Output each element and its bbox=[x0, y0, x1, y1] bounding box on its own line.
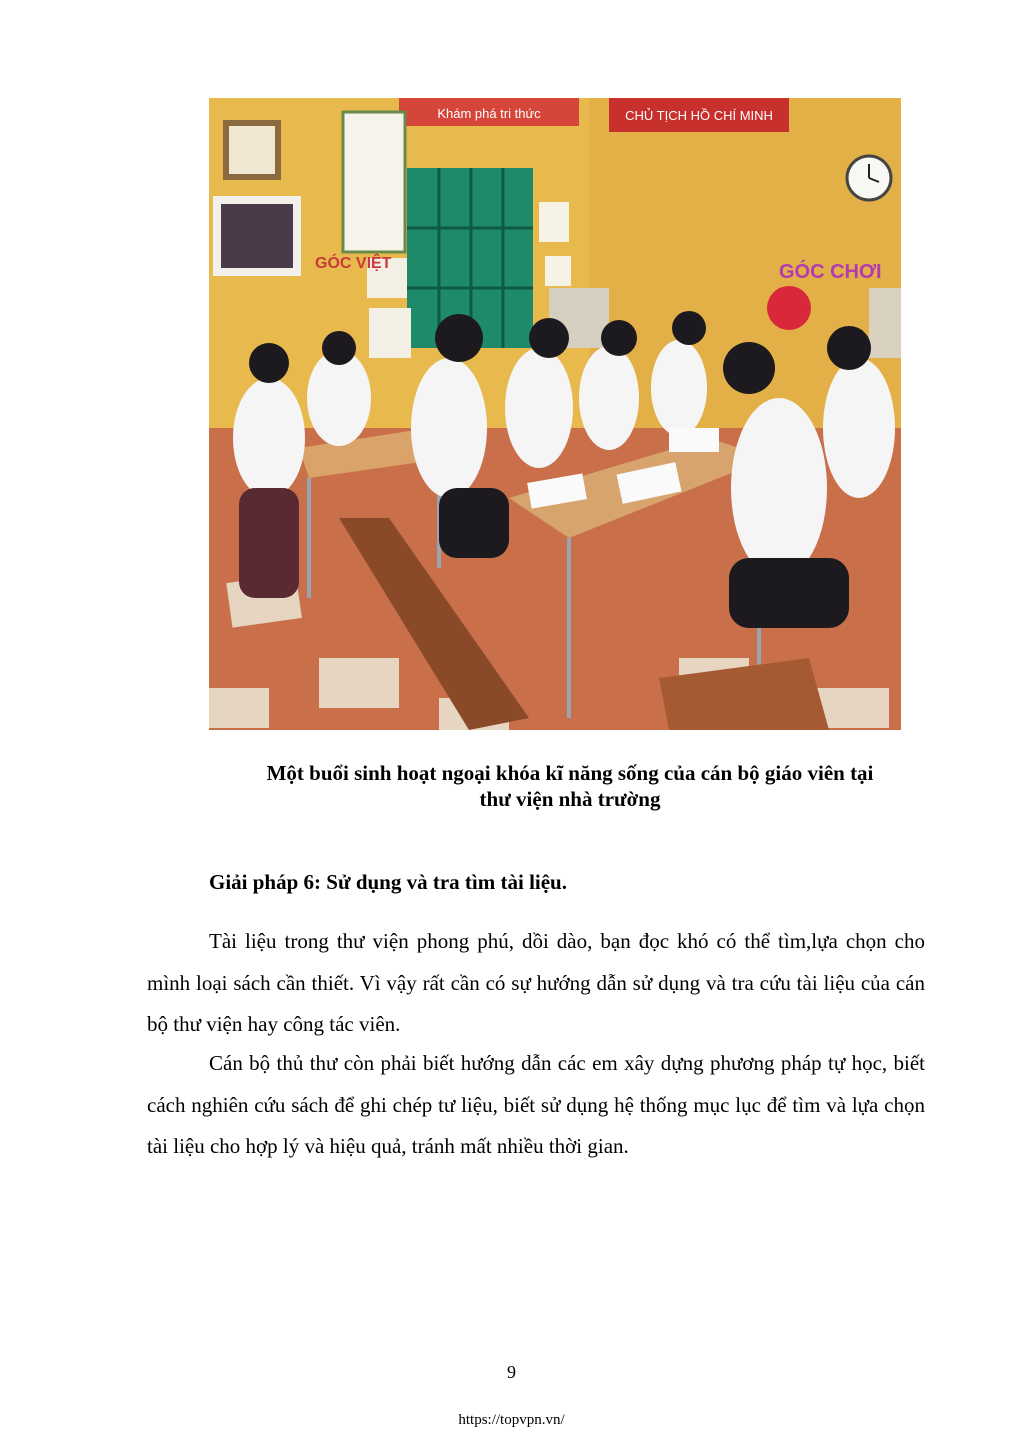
paragraph: Tài liệu trong thư viện phong phú, dồi dào, bạn đọc khó có thể tìm,lựa chọn cho mình loại sách cần thiết. Vì vậy rất cần có sự hướng dẫn sử dụng và tra cứu tài liệu của cán bộ thư viện hay công tác viên. bbox=[147, 929, 925, 1036]
photo-caption bbox=[200, 760, 940, 812]
caption-line-2: thư viện nhà trường bbox=[479, 787, 661, 811]
footer-url: https://topvpn.vn/ bbox=[458, 1412, 565, 1428]
classroom-photo bbox=[209, 98, 901, 730]
section-heading: Giải pháp 6: Sử dụng và tra tìm tài liệu. bbox=[209, 870, 567, 894]
paragraph: Cán bộ thủ thư còn phải biết hướng dẫn các em xây dựng phương pháp tự học, biết cách nghiên cứu sách để ghi chép tư liệu, biết sử dụng hệ thống mục lục để tìm và lựa chọn tài liệu cho hợp lý và hiệu quả, tránh mất nhiều thời gian. bbox=[147, 1051, 925, 1158]
corner-left-text: GÓC VIỆT bbox=[315, 255, 392, 272]
banner-left-text: Khám phá tri thức bbox=[437, 106, 541, 121]
corner-right-text: GÓC CHƠI bbox=[779, 261, 882, 283]
page-number: 9 bbox=[507, 1362, 516, 1382]
banner-right-text: CHỦ TỊCH HỒ CHÍ MINH bbox=[625, 108, 773, 123]
caption-line-1: Một buổi sinh hoạt ngoại khóa kĩ năng sống của cán bộ giáo viên tại bbox=[266, 761, 874, 785]
